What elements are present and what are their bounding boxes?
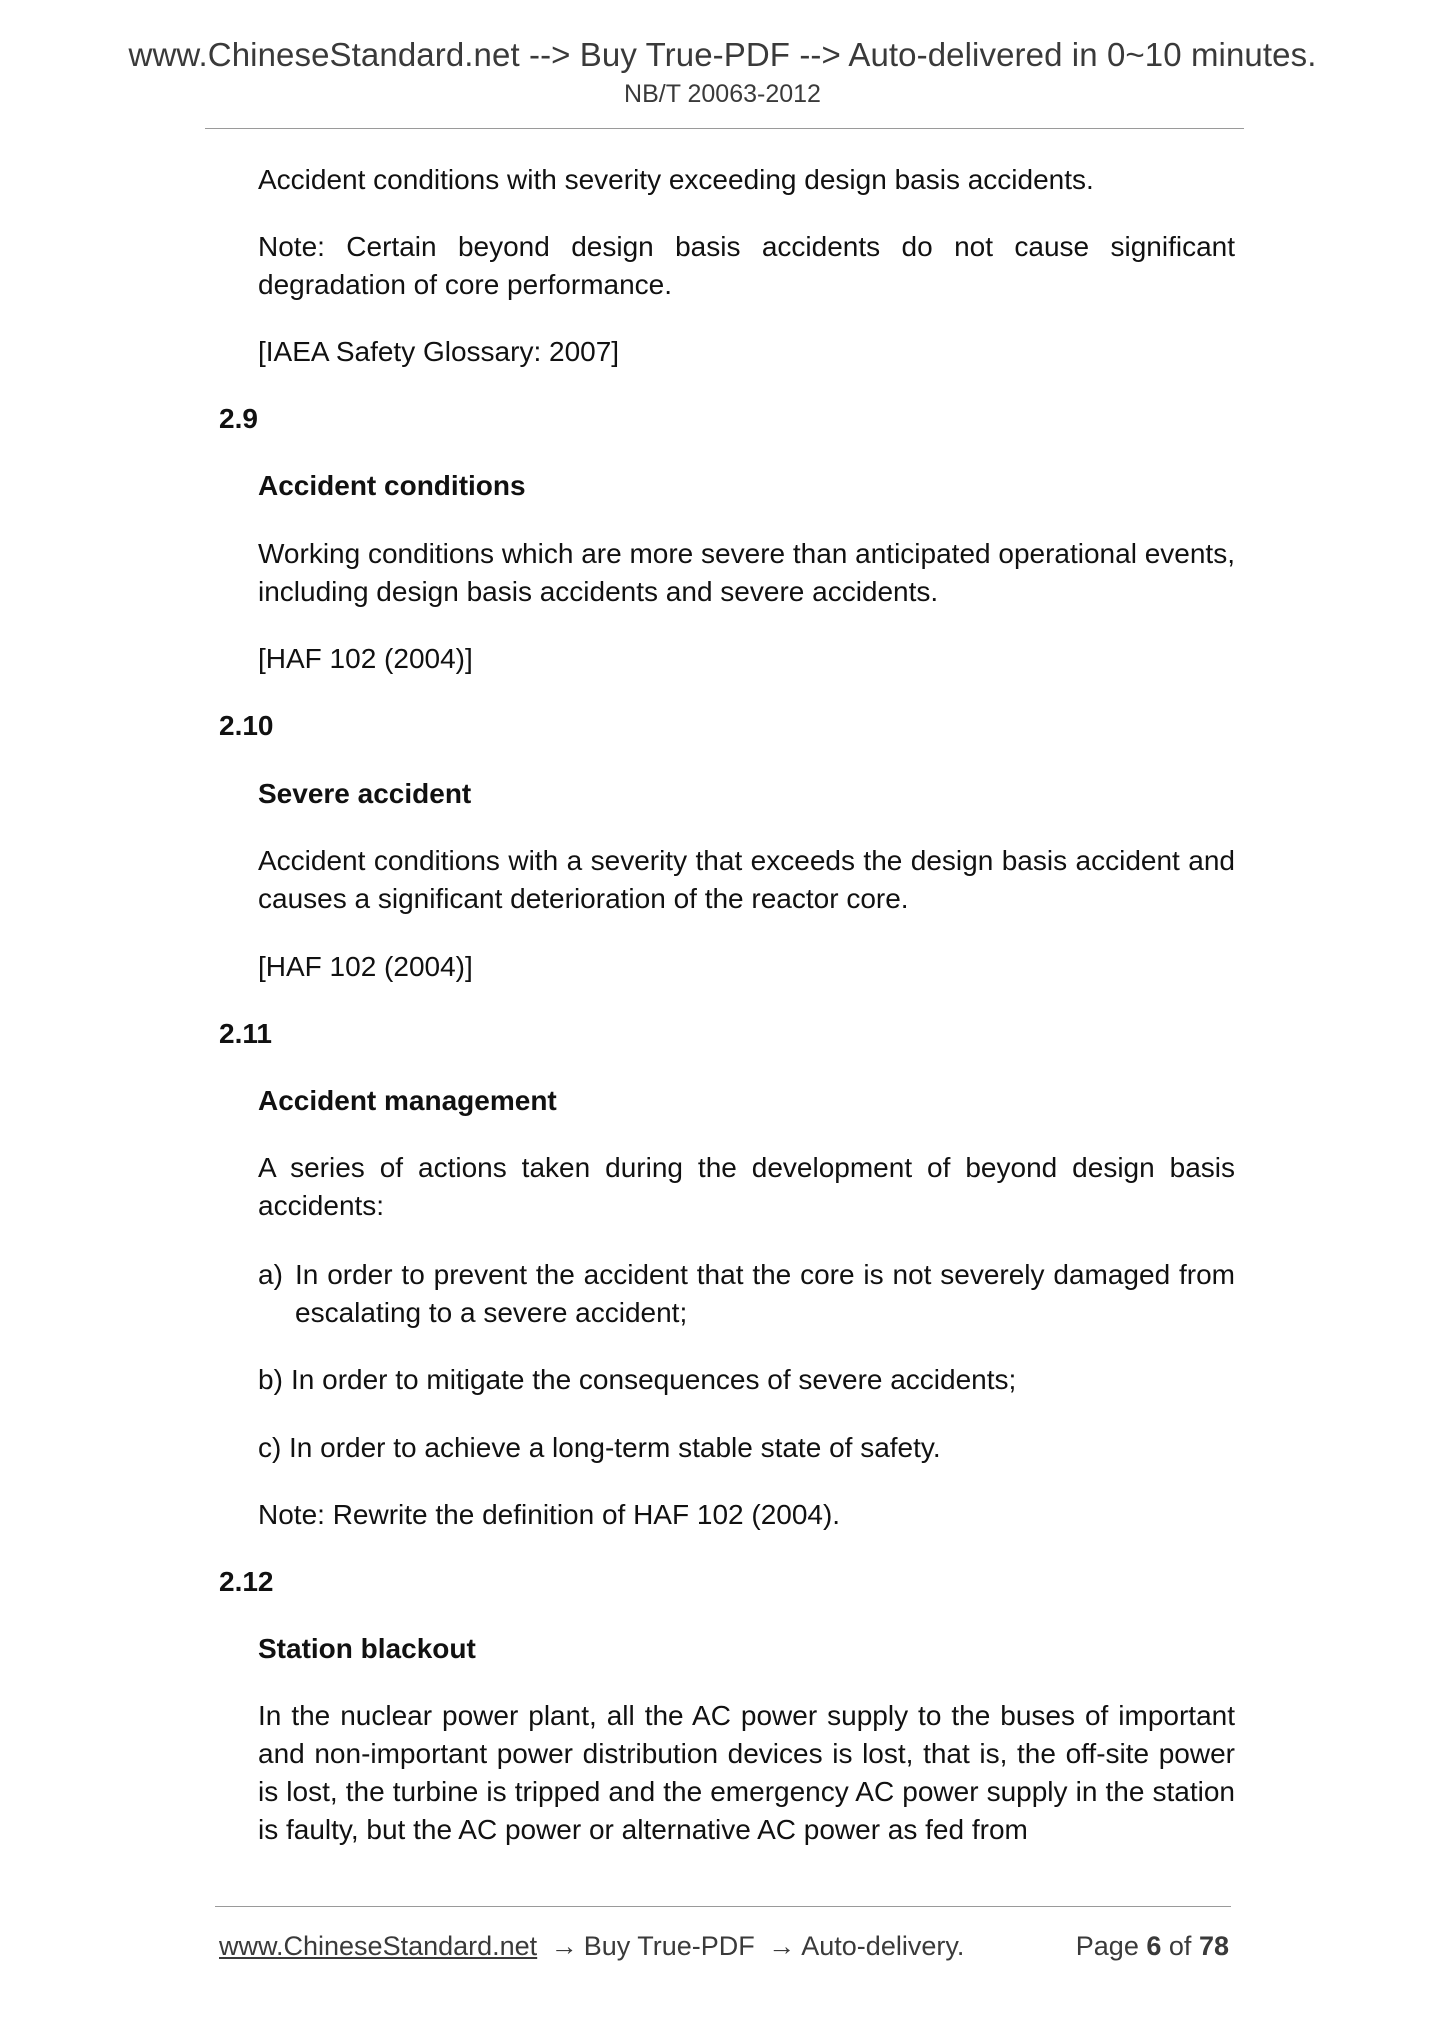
term-title: Accident conditions — [258, 470, 526, 501]
footer-divider — [215, 1906, 1231, 1907]
term-title: Accident management — [258, 1085, 557, 1116]
footer-site-link[interactable]: www.ChineseStandard.net — [219, 1931, 538, 1961]
list-marker: a) — [258, 1259, 283, 1290]
arrow-right-icon: → — [768, 1931, 796, 1961]
page-label: Page — [1075, 1931, 1139, 1961]
list-item — [258, 1429, 1235, 1467]
list-item — [258, 1361, 1235, 1399]
page-total: 78 — [1198, 1931, 1229, 1961]
term-number: 2.12 — [219, 1566, 274, 1597]
list-item-text: In order to achieve a long-term stable state of safety. — [289, 1432, 941, 1463]
list-marker: b) — [258, 1364, 283, 1395]
arrow-right-icon: → — [550, 1931, 578, 1961]
term-definition: In the nuclear power plant, all the AC power supply to the buses of important and non-important power distribution devices is lost, that is, the off-site power is lost, the turbine is tripped and the emergency AC power supply in the station is faulty, but the AC power or alternative AC power as fed from — [258, 1700, 1235, 1845]
footer-buy-text: Buy True-PDF — [583, 1931, 755, 1961]
term-note: Note: Rewrite the definition of HAF 102 (2004). — [258, 1499, 841, 1530]
term-title: Severe accident — [258, 778, 472, 809]
document-code: NB/T 20063-2012 — [624, 80, 821, 108]
term-definition: Working conditions which are more severe than anticipated operational events, including design basis accidents and severe accidents. — [258, 538, 1235, 607]
list-item-text: In order to prevent the accident that the core is not severely damaged from escalating to a severe accident; — [295, 1259, 1235, 1328]
page-indicator — [1076, 1926, 1229, 1966]
term-definition: A series of actions taken during the development of beyond design basis accidents: — [258, 1152, 1235, 1221]
intro-definition: Accident conditions with severity exceeding design basis accidents. — [258, 164, 1094, 195]
term-source: [HAF 102 (2004)] — [258, 643, 473, 674]
footer-delivery-text: Auto-delivery. — [801, 1931, 965, 1961]
intro-source: [IAEA Safety Glossary: 2007] — [258, 336, 620, 367]
list-marker: c) — [258, 1432, 282, 1463]
list-item — [258, 1256, 1235, 1332]
page-header-banner[interactable]: www.ChineseStandard.net --> Buy True-PDF --> Auto-delivered in 0~10 minutes. — [128, 36, 1317, 73]
list-item-text: In order to mitigate the consequences of severe accidents; — [291, 1364, 1017, 1395]
page-footer — [219, 1926, 1229, 1966]
term-definition: Accident conditions with a severity that exceeds the design basis accident and causes a significant deterioration of the reactor core. — [258, 845, 1235, 914]
term-source: [HAF 102 (2004)] — [258, 951, 473, 982]
of-label: of — [1168, 1931, 1192, 1961]
term-number: 2.9 — [219, 403, 258, 434]
page-number: 6 — [1146, 1931, 1162, 1961]
term-number: 2.11 — [219, 1018, 272, 1049]
term-title: Station blackout — [258, 1633, 476, 1664]
term-number: 2.10 — [219, 710, 274, 741]
intro-note: Note: Certain beyond design basis accidents do not cause significant degradation of core performance. — [258, 231, 1235, 300]
